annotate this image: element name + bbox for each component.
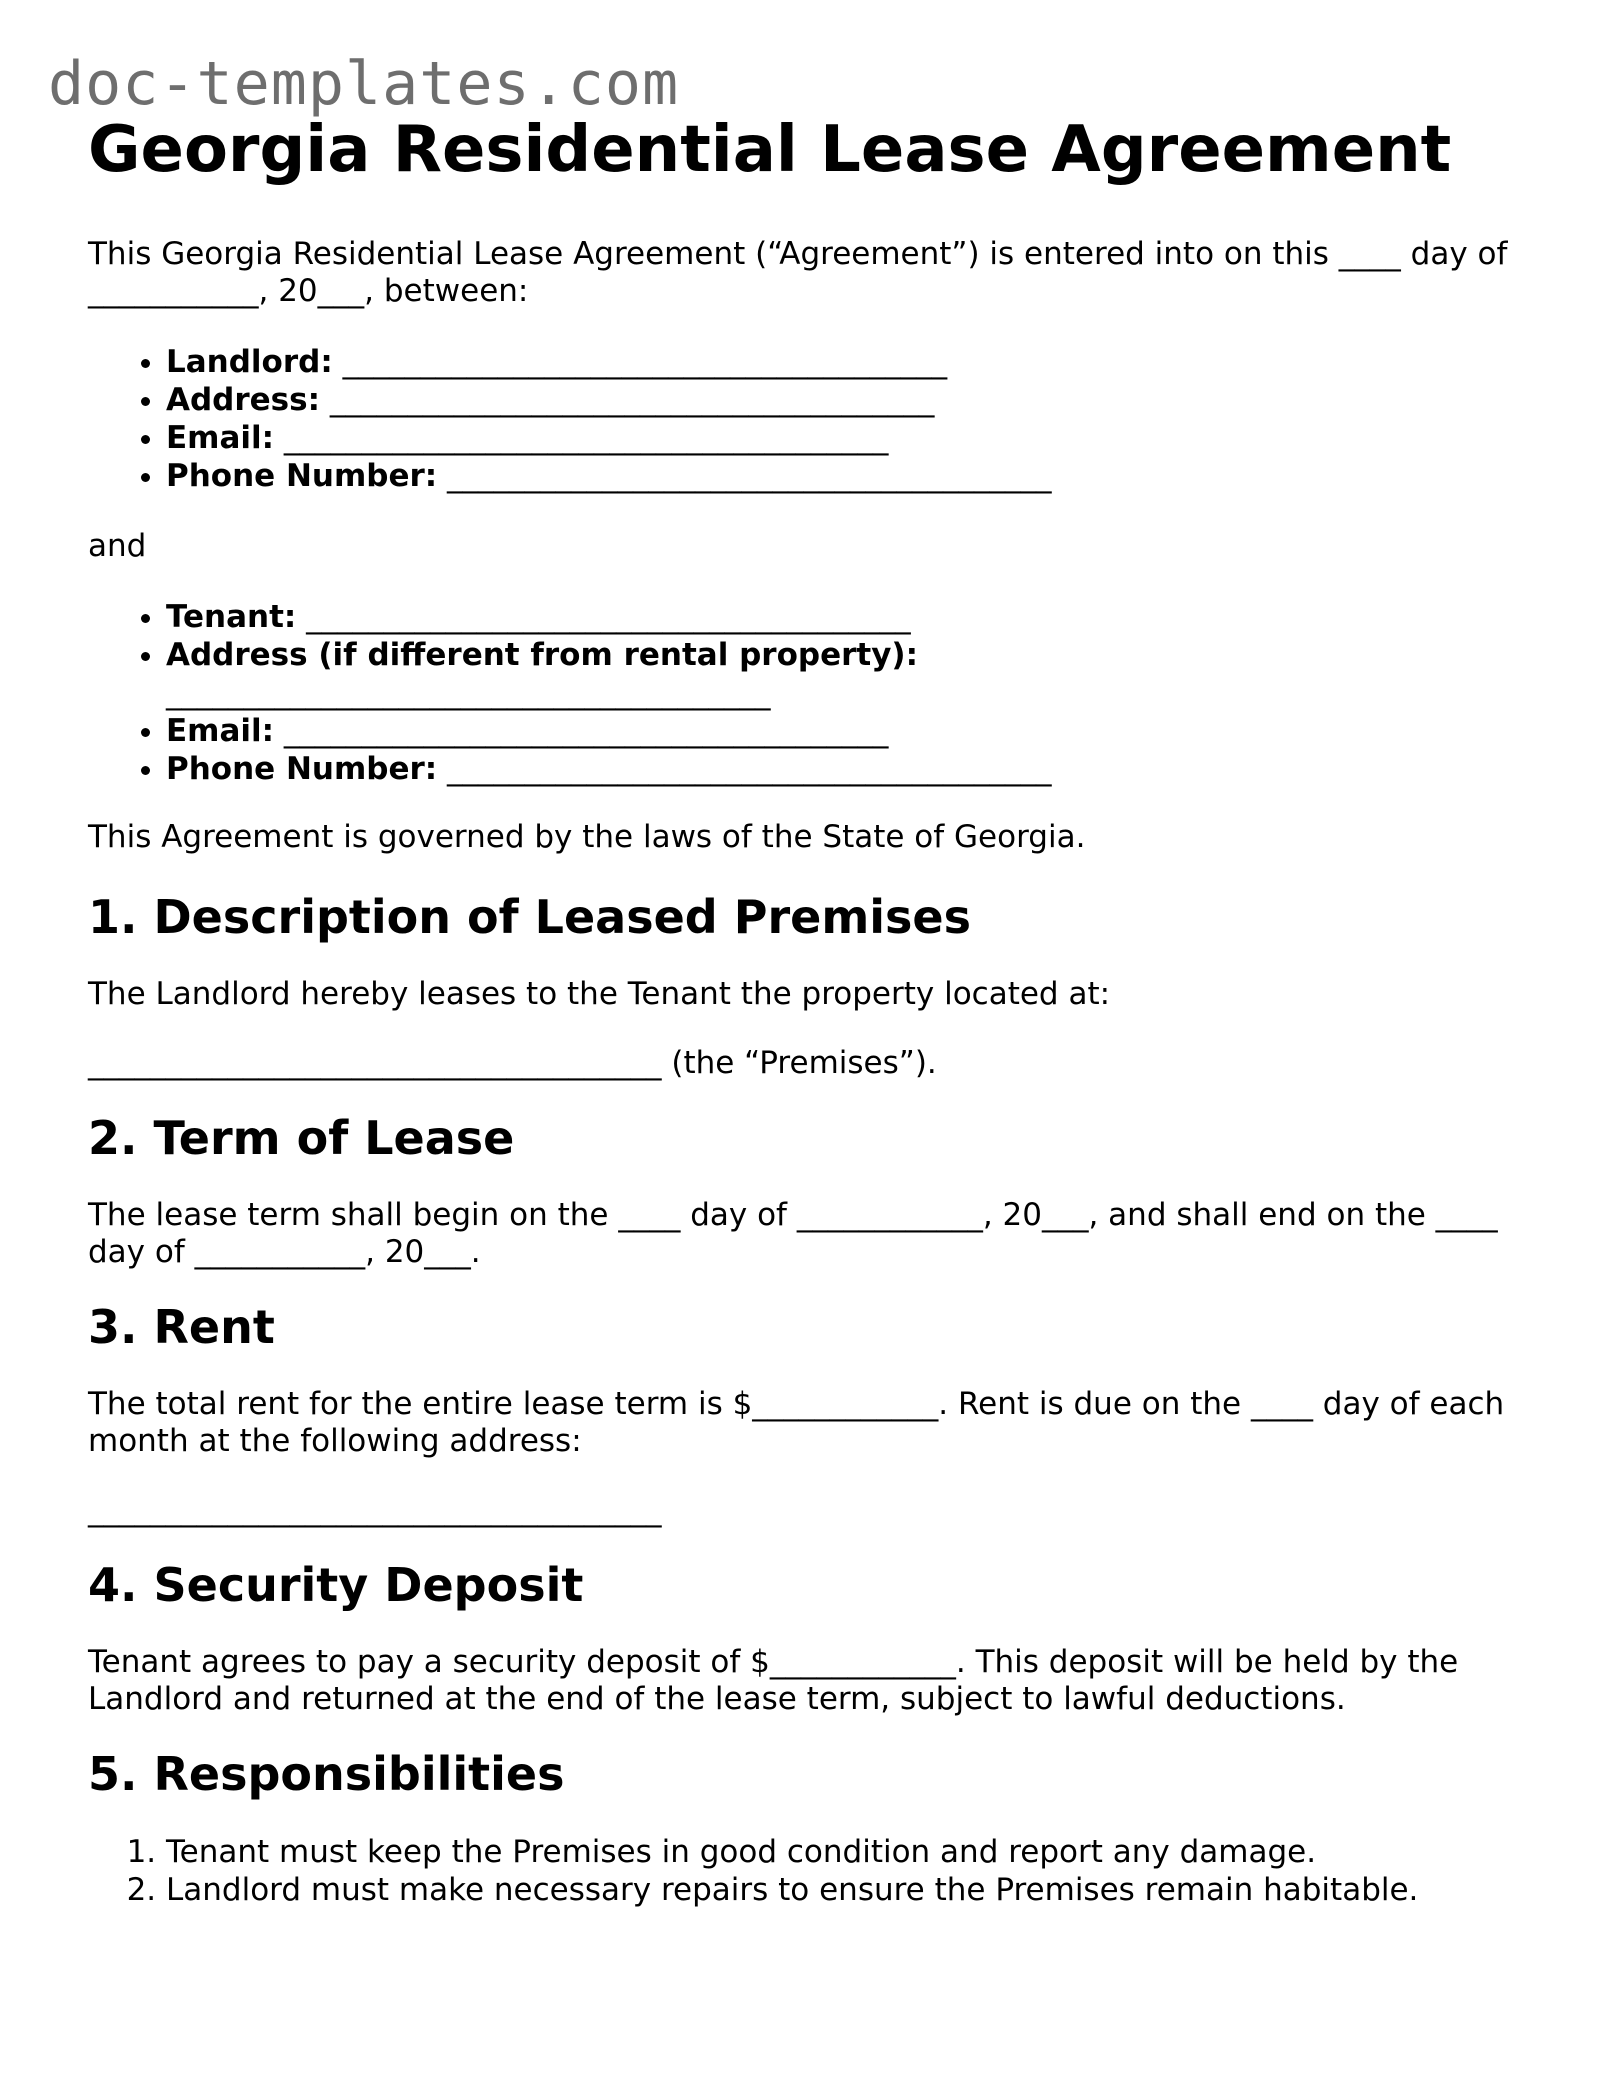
premises-text: The Landlord hereby leases to the Tenant the property located at: xyxy=(88,976,1111,1012)
field-blank: _______________________________________ xyxy=(296,599,911,635)
deposit-text: Tenant agrees to pay a security deposit of $____________. This deposit will be held by the Landlord and returned at the end of the lease term, subject to lawful deductions. xyxy=(88,1644,1459,1717)
list-item-landlord xyxy=(166,343,1528,381)
and-text: and xyxy=(88,528,147,564)
term-text: The lease term shall begin on the ____ day of ____________, 20___, and shall end on the ____ day of ___________, 20___. xyxy=(88,1197,1498,1270)
rent-address-line: _____________________________________ xyxy=(88,1492,662,1528)
field-label: Address (if different from rental property): xyxy=(166,637,918,673)
field-blank: _______________________________________ xyxy=(320,382,935,418)
list-item: 2. Landlord must make necessary repairs to ensure the Premises remain habitable. xyxy=(166,1871,1528,1909)
field-label: Email: xyxy=(166,713,275,749)
document-body xyxy=(88,110,1528,1909)
landlord-list xyxy=(88,343,1528,495)
list-item-tenant-phone xyxy=(166,750,1528,788)
field-label: Phone Number: xyxy=(166,458,438,494)
field-blank: _______________________________________ xyxy=(437,458,1052,494)
watermark: doc-templates.com xyxy=(48,49,680,119)
field-label: Email: xyxy=(166,420,275,456)
section-heading-responsibilities: 5. Responsibilities xyxy=(88,1747,565,1801)
list-item-tenant-email xyxy=(166,712,1528,750)
list-item: 1. Tenant must keep the Premises in good condition and report any damage. xyxy=(166,1833,1528,1871)
section-heading-rent: 3. Rent xyxy=(88,1300,275,1354)
list-item-phone xyxy=(166,457,1528,495)
field-blank: _______________________________________ xyxy=(274,420,889,456)
governing-law-text: This Agreement is governed by the laws of the State of Georgia. xyxy=(88,819,1086,855)
field-blank: _______________________________________ xyxy=(332,344,948,380)
field-label: Landlord: xyxy=(166,344,333,380)
field-blank: _______________________________________ xyxy=(166,675,771,711)
list-item-email xyxy=(166,419,1528,457)
intro-paragraph: This Georgia Residential Lease Agreement (“Agreement”) is entered into on this ____ day of ___________, 20___, between: xyxy=(88,236,1508,309)
field-label: Phone Number: xyxy=(166,751,438,787)
rent-text: The total rent for the entire lease term is $____________. Rent is due on the ____ day of each month at the following address: xyxy=(88,1386,1505,1459)
section-heading-deposit: 4. Security Deposit xyxy=(88,1558,584,1612)
field-label: Tenant: xyxy=(166,599,297,635)
responsibilities-list xyxy=(88,1833,1528,1909)
field-blank: _______________________________________ xyxy=(274,713,889,749)
premises-address-line: _____________________________________ (the “Premises”). xyxy=(88,1045,937,1081)
section-heading-premises: 1. Description of Leased Premises xyxy=(88,890,971,944)
list-item-tenant-address xyxy=(166,636,1528,712)
document-title: Georgia Residential Lease Agreement xyxy=(88,113,1452,187)
list-item-tenant xyxy=(166,598,1528,636)
list-item-address xyxy=(166,381,1528,419)
section-heading-term: 2. Term of Lease xyxy=(88,1111,515,1165)
field-label: Address: xyxy=(166,382,320,418)
tenant-list xyxy=(88,598,1528,788)
field-blank: _______________________________________ xyxy=(437,751,1052,787)
